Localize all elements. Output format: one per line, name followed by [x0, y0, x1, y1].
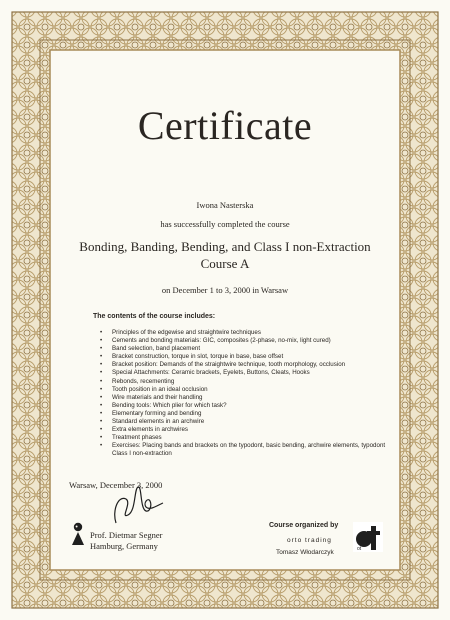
list-item: • Treatment phases [100, 434, 390, 442]
contents-list [100, 329, 390, 459]
signer-city: Hamburg, Germany [90, 541, 158, 551]
completion-statement: has successfully completed the course [160, 219, 290, 229]
course-date: on December 1 to 3, 2000 in Warsaw [161, 285, 289, 295]
course-title [57, 238, 393, 272]
issue-place-date: Warsaw, December 3, 2000 [69, 480, 163, 490]
list-item: • Standard elements in an archwire [100, 418, 390, 426]
university-logo-icon [70, 521, 86, 547]
list-item: • Special Attachments: Ceramic brackets, Eyelets, Buttons, Cleats, Hooks [100, 369, 390, 377]
contents-heading: The contents of the course includes: [93, 313, 216, 320]
certificate-title: Certificate [137, 103, 313, 148]
list-item: • Bracket position: Demands of the straightwire technique, tooth morphology, occlusion [100, 361, 390, 369]
organizer-name: orto trading [287, 537, 332, 544]
list-item: • Tooth position in an ideal occlusion [100, 386, 390, 394]
list-item: • Principles of the edgewise and straightwire techniques [100, 329, 390, 337]
orto-trading-logo-text: ot [357, 546, 362, 552]
list-item: • Elementary forming and bending [100, 410, 390, 418]
recipient-name: Iwona Nasterska [196, 200, 254, 210]
signer-name: Prof. Dietmar Segner [90, 530, 163, 540]
course-title-line-1: Bonding, Banding, Bending, and Class I non-Extraction [79, 239, 371, 254]
course-title-line-2: Course A [200, 256, 250, 271]
orto-trading-logo-icon [353, 522, 383, 552]
list-item: • Extra elements in archwires [100, 426, 390, 434]
list-item: • Rebonds, recementing [100, 378, 390, 386]
list-item: • Cements and bonding materials: GIC, composites (2-phase, no-mix, light cured) [100, 337, 390, 345]
organizer-person: Tomasz Włodarczyk [276, 549, 334, 556]
list-item: • Bracket construction, torque in slot, torque in base, base offset [100, 353, 390, 361]
organizer-label: Course organized by [269, 522, 339, 529]
list-item: • Bending tools: Which plier for which task? [100, 402, 390, 410]
list-item: • Wire materials and their handling [100, 394, 390, 402]
list-item: • Band selection, band placement [100, 345, 390, 353]
list-item: • Exercises: Placing bands and brackets on the typodont, basic bending, archwire elements, typodont Class I non-extraction [100, 442, 390, 458]
signature-icon [108, 481, 168, 529]
